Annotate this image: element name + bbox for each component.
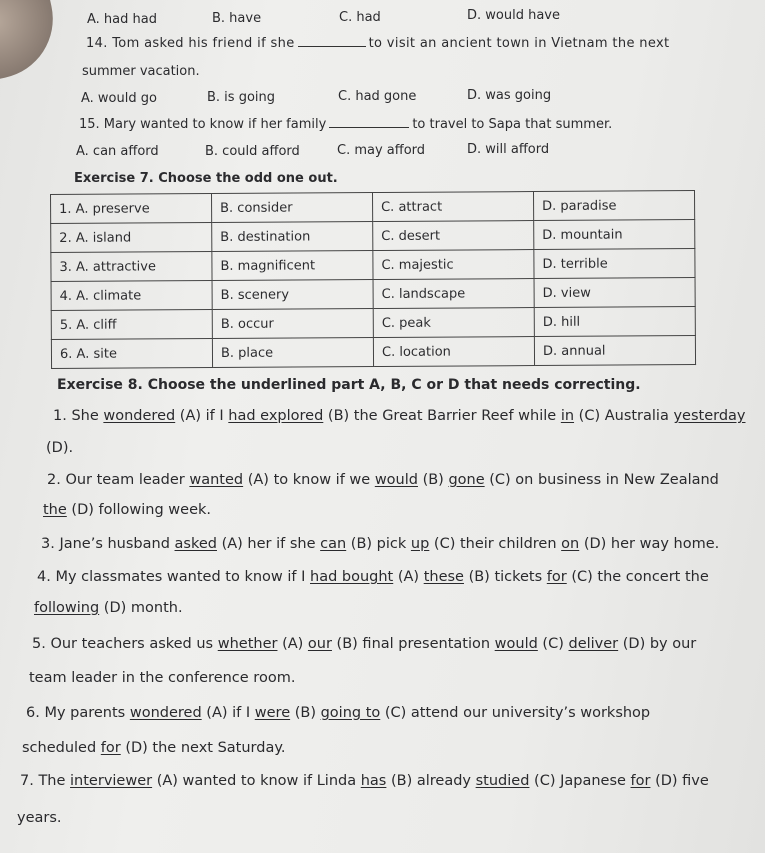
sentence-1 [53, 408, 746, 424]
s5-text: (C) [537, 636, 569, 652]
s4-underline-d: following [34, 600, 100, 616]
s4-underline-c: for [546, 569, 567, 585]
sentence-5 [32, 636, 696, 652]
s6-text: (D) the next Saturday. [120, 740, 286, 756]
q14-option-b: B. is going [207, 90, 276, 105]
odd-one-out-cell: 3. A. attractive [51, 252, 212, 282]
q14-stem [86, 36, 669, 51]
sentence-1-line2: (D). [46, 440, 74, 456]
sentence-3 [41, 536, 719, 552]
odd-one-out-cell: 5. A. cliff [51, 310, 212, 340]
s1-text: (C) Australia [574, 408, 674, 424]
odd-one-out-cell: B. place [212, 338, 373, 368]
odd-one-out-table [50, 190, 696, 369]
s1-text: (B) the Great Barrier Reef while [323, 408, 561, 424]
sentence-4-line2 [34, 600, 183, 616]
s7-text: (B) already [386, 773, 476, 789]
odd-one-out-row [51, 278, 695, 311]
s6-text: 6. My parents [26, 705, 130, 721]
q15-option-b: B. could afford [205, 144, 300, 159]
s4-text: 4. My classmates wanted to know if I [37, 569, 310, 585]
q15-option-c: C. may afford [337, 143, 426, 158]
s7-underline-c: studied [475, 773, 530, 789]
exercise-8-title: Exercise 8. Choose the underlined part A, B, C or D that needs correcting. [57, 377, 641, 393]
s5-underline-c: would [494, 636, 538, 652]
s2-underline-a: wanted [189, 472, 244, 488]
s5-underline-d: deliver [568, 636, 619, 652]
s2-text: (A) to know if we [243, 472, 375, 488]
odd-one-out-cell: C. location [373, 337, 534, 367]
s6-underline-a: wondered [129, 705, 202, 721]
odd-one-out-cell: C. desert [373, 221, 534, 251]
q15-option-a: A. can afford [76, 144, 159, 159]
q14-blank [298, 36, 366, 47]
s7-text: (D) five [650, 773, 709, 789]
s3-text: 3. Jane’s husband [41, 536, 175, 552]
s3-underline-d: on [561, 536, 580, 552]
s1-text: 1. She [53, 408, 104, 424]
s3-text: (B) pick [346, 536, 411, 552]
s6-underline-d: for [100, 740, 121, 756]
q15-text-end: to travel to Sapa that summer. [412, 117, 613, 132]
sentence-2 [47, 472, 719, 488]
s6-text: (A) if I [201, 705, 255, 721]
odd-one-out-row [51, 191, 695, 224]
s7-text: (A) wanted to know if Linda [152, 773, 361, 789]
odd-one-out-cell: B. magnificent [212, 251, 373, 281]
sentence-2-line2 [43, 502, 211, 518]
odd-one-out-cell: B. consider [212, 193, 373, 223]
s1-underline-a: wondered [103, 408, 176, 424]
sentence-6-line2 [22, 740, 285, 756]
sentence-7-line2: years. [17, 810, 62, 826]
s7-text: 7. The [20, 773, 71, 789]
s4-text: (D) month. [99, 600, 183, 616]
q13-option-d: D. would have [467, 8, 560, 23]
s2-underline-d: the [43, 502, 67, 518]
odd-one-out-cell: D. paradise [533, 191, 694, 221]
q15-text-start: 15. Mary wanted to know if her family [79, 117, 327, 132]
odd-one-out-cell: D. hill [534, 307, 695, 337]
s3-underline-c: up [410, 536, 430, 552]
s6-text: (C) attend our university’s workshop [380, 705, 651, 721]
s7-underline-a: interviewer [70, 773, 153, 789]
s7-text: (C) Japanese [529, 773, 631, 789]
q15-stem [79, 117, 612, 132]
s3-text: (D) her way home. [579, 536, 720, 552]
q15-blank [329, 117, 409, 128]
odd-one-out-cell: D. terrible [534, 249, 695, 279]
sentence-7 [20, 773, 709, 789]
s1-underline-b: had explored [228, 408, 324, 424]
s2-text: (C) on business in New Zealand [484, 472, 719, 488]
s3-underline-a: asked [174, 536, 217, 552]
s6-text: scheduled [22, 740, 101, 756]
s7-underline-b: has [360, 773, 387, 789]
odd-one-out-cell: C. peak [373, 308, 534, 338]
s3-underline-b: can [320, 536, 347, 552]
s5-underline-a: whether [217, 636, 278, 652]
s7-underline-d: for [630, 773, 651, 789]
q14-option-a: A. would go [81, 91, 157, 106]
exercise-7-title: Exercise 7. Choose the odd one out. [74, 171, 338, 186]
s4-text: (C) the concert the [566, 569, 709, 585]
odd-one-out-row [51, 249, 695, 282]
odd-one-out-cell: B. occur [212, 309, 373, 339]
q13-option-c: C. had [339, 10, 381, 25]
odd-one-out-row [51, 336, 695, 369]
odd-one-out-cell: B. destination [212, 222, 373, 252]
s6-underline-c: going to [320, 705, 381, 721]
s4-text: (B) tickets [463, 569, 547, 585]
odd-one-out-row [51, 220, 695, 253]
q14-text-end: to visit an ancient town in Vietnam the next [368, 36, 670, 51]
odd-one-out-cell: B. scenery [212, 280, 373, 310]
odd-one-out-cell: D. mountain [534, 220, 695, 250]
sentence-4 [37, 569, 709, 585]
odd-one-out-cell: D. annual [534, 336, 695, 366]
s5-text: (B) final presentation [331, 636, 495, 652]
sentence-6 [26, 705, 650, 721]
odd-one-out-cell: C. majestic [373, 250, 534, 280]
s2-underline-c: gone [448, 472, 485, 488]
q15-option-d: D. will afford [467, 142, 550, 157]
q14-text-start: 14. Tom asked his friend if she [86, 36, 295, 51]
s5-text: (A) [277, 636, 308, 652]
s5-underline-b: our [307, 636, 332, 652]
s4-underline-b: these [423, 569, 464, 585]
q14-stem-line2: summer vacation. [82, 64, 200, 79]
odd-one-out-cell: C. attract [372, 192, 533, 222]
odd-one-out-cell: D. view [534, 278, 695, 308]
q14-option-c: C. had gone [338, 89, 417, 104]
s6-text: (B) [290, 705, 321, 721]
s1-underline-c: in [560, 408, 575, 424]
s1-underline-d: yesterday [673, 408, 746, 424]
s3-text: (A) her if she [216, 536, 321, 552]
q13-option-b: B. have [212, 11, 262, 26]
s4-underline-a: had bought [310, 569, 394, 585]
s6-underline-b: were [254, 705, 291, 721]
s5-text: (D) by our [618, 636, 697, 652]
s2-text: (B) [417, 472, 449, 488]
sentence-5-line2: team leader in the conference room. [29, 670, 296, 686]
odd-one-out-cell: 6. A. site [51, 339, 212, 369]
odd-one-out-cell: 2. A. island [51, 223, 212, 253]
s2-text: (D) following week. [66, 502, 211, 518]
odd-one-out-cell: C. landscape [373, 279, 534, 309]
s5-text: 5. Our teachers asked us [32, 636, 218, 652]
s4-text: (A) [393, 569, 424, 585]
s1-text: (A) if I [175, 408, 229, 424]
thumb-shadow [0, 0, 64, 83]
s2-text: 2. Our team leader [47, 472, 190, 488]
s3-text: (C) their children [429, 536, 562, 552]
odd-one-out-row [51, 307, 695, 340]
q13-option-a: A. had had [87, 12, 157, 27]
q14-option-d: D. was going [467, 88, 552, 103]
s2-underline-b: would [374, 472, 418, 488]
odd-one-out-cell: 1. A. preserve [51, 194, 212, 224]
odd-one-out-cell: 4. A. climate [51, 281, 212, 311]
